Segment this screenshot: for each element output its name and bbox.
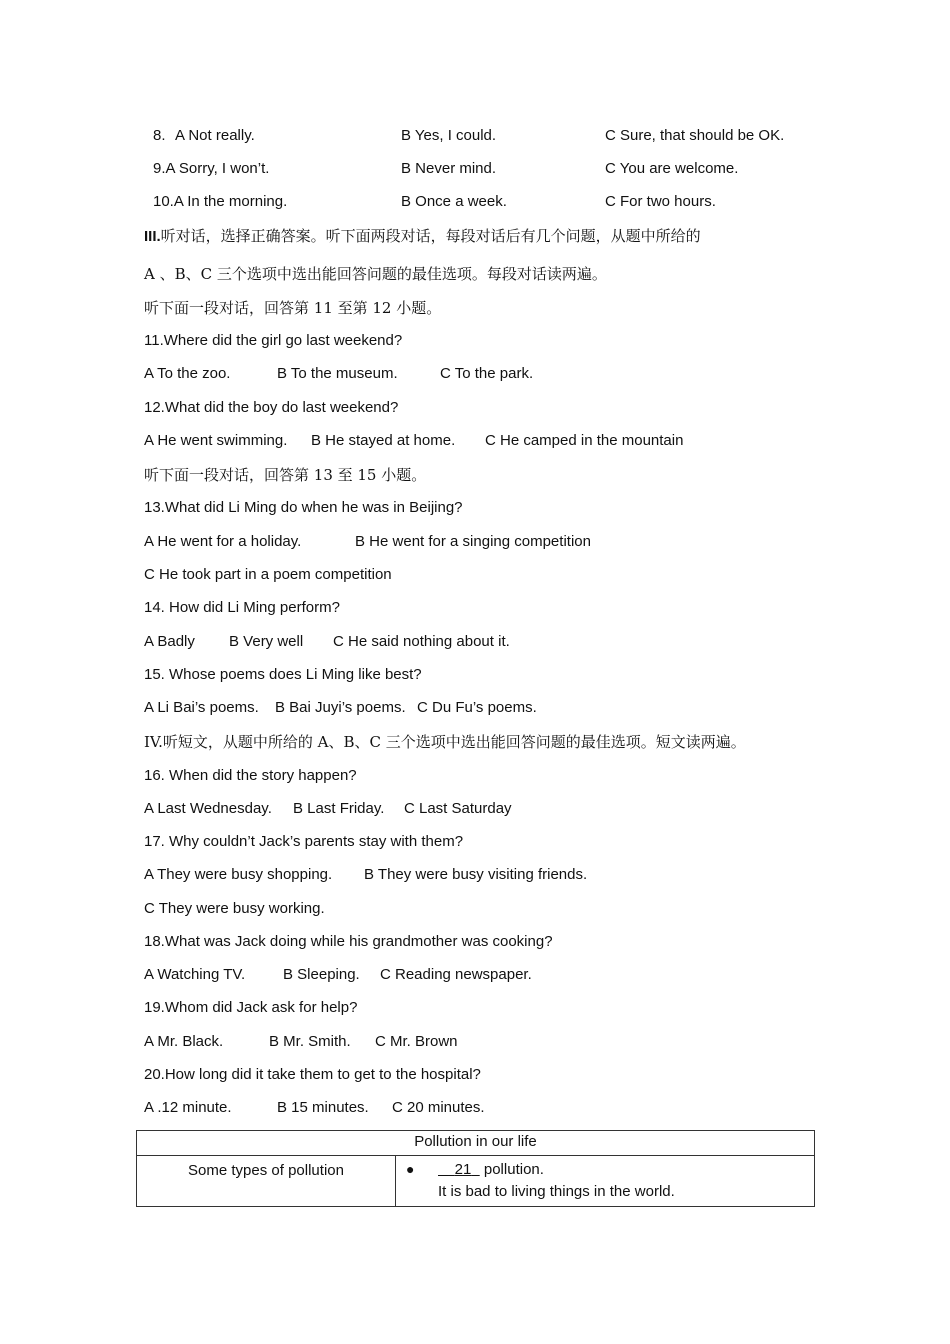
section-3-instruction-line1: 听对话，选择正确答案。听下面两段对话，每段对话后有几个问题，从题中所给的 [160,227,701,245]
blank-21-suffix: pollution. [479,1161,544,1178]
q12-option-c: C He camped in the mountain [485,432,684,449]
q11-option-c: C To the park. [440,365,534,382]
q13-option-c: C He took part in a poem competition [144,566,392,583]
q19-question: 19.Whom did Jack ask for help? [144,999,358,1016]
q19-option-c: C Mr. Brown [375,1033,458,1050]
q8-option-b: B Yes, I could. [401,127,497,144]
q16-question: 16. When did the story happen? [144,767,357,784]
q10-option-a: 10.A In the morning. [153,193,288,210]
q19-option-a: A Mr. Black. [144,1033,224,1050]
table-title: Pollution in our life [137,1131,815,1156]
q14-option-b: B Very well [229,633,304,650]
blank-21-number: 21 [454,1161,472,1178]
section-3-instruction-line2: A 、B、C 三个选项中选出能回答问题的最佳选项。每段对话读两遍。 [144,265,607,283]
q20-option-b: B 15 minutes. [277,1099,369,1116]
table-row-label: Some types of pollution [137,1156,396,1207]
q18-question: 18.What was Jack doing while his grandmother was cooking? [144,933,553,950]
dialogue-1-intro: 听下面一段对话，回答第 11 至第 12 小题。 [144,299,442,317]
q9-option-c: C You are welcome. [605,160,739,177]
q17-option-a: A They were busy shopping. [144,866,333,883]
q18-option-c: C Reading newspaper. [380,966,532,983]
q17-option-b: B They were busy visiting friends. [364,866,588,883]
q12-option-b: B He stayed at home. [311,432,456,449]
table-row [137,1156,815,1207]
q12-option-a: A He went swimming. [144,432,288,449]
q20-option-c: C 20 minutes. [392,1099,485,1116]
q16-option-a: A Last Wednesday. [144,800,272,817]
q12-question: 12.What did the boy do last weekend? [144,399,399,416]
q18-option-a: A Watching TV. [144,966,246,983]
section-3-heading [144,226,701,247]
q20-question: 20.How long did it take them to get to the hospital? [144,1066,481,1083]
section-3-number: III. [144,228,161,245]
q14-option-c: C He said nothing about it. [333,633,510,650]
q15-option-a: A Li Bai’s poems. [144,699,259,716]
q11-option-a: A To the zoo. [144,365,231,382]
q14-option-a: A Badly [144,633,195,650]
q9-option-b: B Never mind. [401,160,497,177]
table-row-content [396,1156,815,1207]
q10-option-b: B Once a week. [401,193,507,210]
bullet-icon: ● [406,1161,415,1177]
q19-option-b: B Mr. Smith. [269,1033,351,1050]
q11-option-b: B To the museum. [277,365,398,382]
q8-option-a: A Not really. [175,127,255,144]
q17-option-c: C They were busy working. [144,900,325,917]
q13-question: 13.What did Li Ming do when he was in Beijing? [144,499,463,516]
table-header-row [137,1131,815,1156]
q9-option-a: 9.A Sorry, I won’t. [153,160,270,177]
pollution-table [136,1130,815,1207]
table-row-note: It is bad to living things in the world. [438,1183,675,1200]
q11-question: 11.Where did the girl go last weekend? [144,332,403,349]
q16-option-c: C Last Saturday [404,800,512,817]
q13-option-a: A He went for a holiday. [144,533,302,550]
blank-21 [438,1161,544,1178]
q17-question: 17. Why couldn’t Jack’s parents stay with them? [144,833,464,850]
q8-number: 8. [153,127,166,144]
q8-option-c: C Sure, that should be OK. [605,127,785,144]
q14-question: 14. How did Li Ming perform? [144,599,340,616]
dialogue-2-intro: 听下面一段对话，回答第 13 至 15 小题。 [144,466,427,484]
q13-option-b: B He went for a singing competition [355,533,591,550]
q15-question: 15. Whose poems does Li Ming like best? [144,666,422,683]
q18-option-b: B Sleeping. [283,966,360,983]
q16-option-b: B Last Friday. [293,800,385,817]
section-4-heading: IV.听短文，从题中所给的 A、B、C 三个选项中选出能回答问题的最佳选项。短文读两遍。 [144,733,746,751]
q15-option-c: C Du Fu’s poems. [417,699,537,716]
q20-option-a: A .12 minute. [144,1099,232,1116]
q15-option-b: B Bai Juyi’s poems. [275,699,406,716]
q10-option-c: C For two hours. [605,193,716,210]
